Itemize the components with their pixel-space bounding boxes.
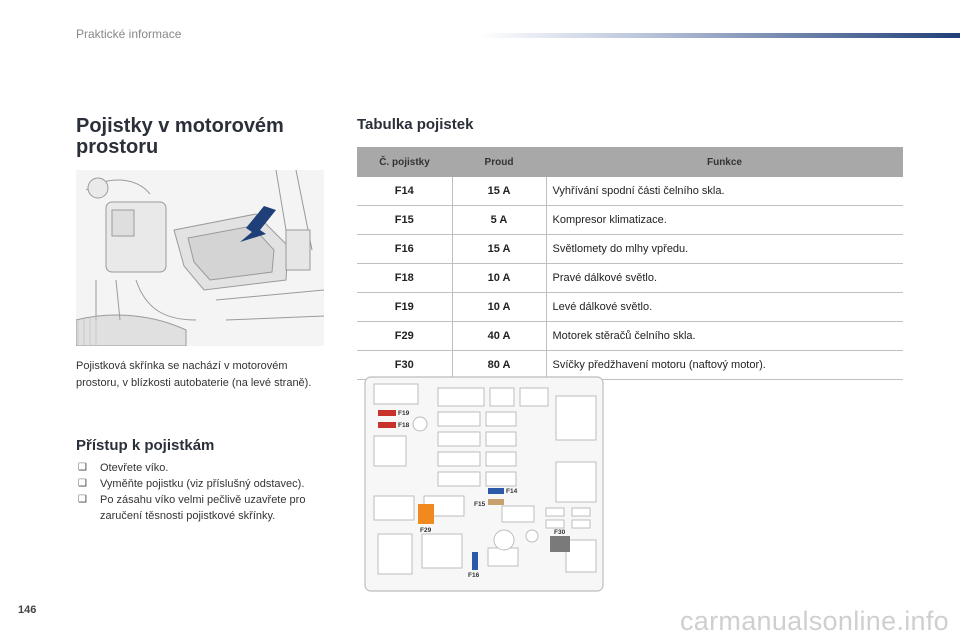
fuse-label-f30: F30 xyxy=(554,529,566,536)
fuse-current: 5 A xyxy=(452,206,546,235)
fuse-function: Pravé dálkové světlo. xyxy=(546,264,903,293)
fuse-number: F18 xyxy=(357,264,452,293)
step-text: Otevřete víko. xyxy=(100,462,169,474)
checkbox-bullet-icon: ❑ xyxy=(78,462,87,473)
step-text: Vyměňte pojistku (viz příslušný odstavec). xyxy=(100,478,305,490)
access-steps-list xyxy=(76,460,336,524)
header-gradient-bar xyxy=(480,33,960,38)
fuse-function: Levé dálkové světlo. xyxy=(546,293,903,322)
fuse-current: 10 A xyxy=(452,293,546,322)
fuse-function: Kompresor klimatizace. xyxy=(546,206,903,235)
fuse-label-f18: F18 xyxy=(398,422,410,429)
column-header-function: Funkce xyxy=(546,147,903,177)
fuse-number: F14 xyxy=(357,177,452,206)
fuse-label-f19: F19 xyxy=(398,410,410,417)
fuse-function: Vyhřívání spodní části čelního skla. xyxy=(546,177,903,206)
table-header-row xyxy=(357,147,903,177)
list-item xyxy=(76,460,336,476)
checkbox-bullet-icon: ❑ xyxy=(78,494,87,505)
fuse-current: 15 A xyxy=(452,177,546,206)
fuse-function: Motorek stěračů čelního skla. xyxy=(546,322,903,351)
fuse-current: 40 A xyxy=(452,322,546,351)
fuse-number: F16 xyxy=(357,235,452,264)
fuse-table xyxy=(357,147,903,380)
fuse-label-f15: F15 xyxy=(474,501,486,508)
access-title: Přístup k pojistkám xyxy=(76,437,215,454)
table-row xyxy=(357,235,903,264)
fuse-function: Světlomety do mlhy vpředu. xyxy=(546,235,903,264)
fuse-label-f16: F16 xyxy=(468,572,480,579)
section-title: Praktické informace xyxy=(76,27,182,41)
column-header-current: Proud xyxy=(452,147,546,177)
watermark: carmanualsonline.info xyxy=(680,606,949,636)
fuse-number: F29 xyxy=(357,322,452,351)
table-row xyxy=(357,177,903,206)
page-title: Pojistky v motorovém prostoru xyxy=(76,115,284,158)
step-text: Po zásahu víko velmi pečlivě uzavřete pro zaručení těsnosti pojistkové skřínky. xyxy=(100,494,306,522)
table-row xyxy=(357,322,903,351)
fuse-number: F19 xyxy=(357,293,452,322)
fuse-number: F30 xyxy=(357,351,452,380)
table-row xyxy=(357,206,903,235)
engine-compartment-illustration xyxy=(76,170,324,346)
engine-fusebox-location-text: Pojistková skřínka se nachází v motorovém prostoru, v blízkosti autobaterie (na levé straně). xyxy=(76,360,312,389)
table-row xyxy=(357,264,903,293)
fuse-current: 15 A xyxy=(452,235,546,264)
column-header-fuse-number: Č. pojistky xyxy=(357,147,452,177)
fuse-label-f14: F14 xyxy=(506,488,518,495)
fuse-function: Svíčky předžhavení motoru (naftový motor). xyxy=(546,351,903,380)
list-item xyxy=(76,476,336,492)
list-item xyxy=(76,492,336,524)
checkbox-bullet-icon: ❑ xyxy=(78,478,87,489)
fuse-current: 10 A xyxy=(452,264,546,293)
table-row xyxy=(357,293,903,322)
fuse-current: 80 A xyxy=(452,351,546,380)
page-number: 146 xyxy=(18,604,37,616)
fuse-box-diagram xyxy=(364,376,604,592)
fuse-number: F15 xyxy=(357,206,452,235)
fuse-table-title: Tabulka pojistek xyxy=(357,116,474,133)
fuse-label-f29: F29 xyxy=(420,527,432,534)
